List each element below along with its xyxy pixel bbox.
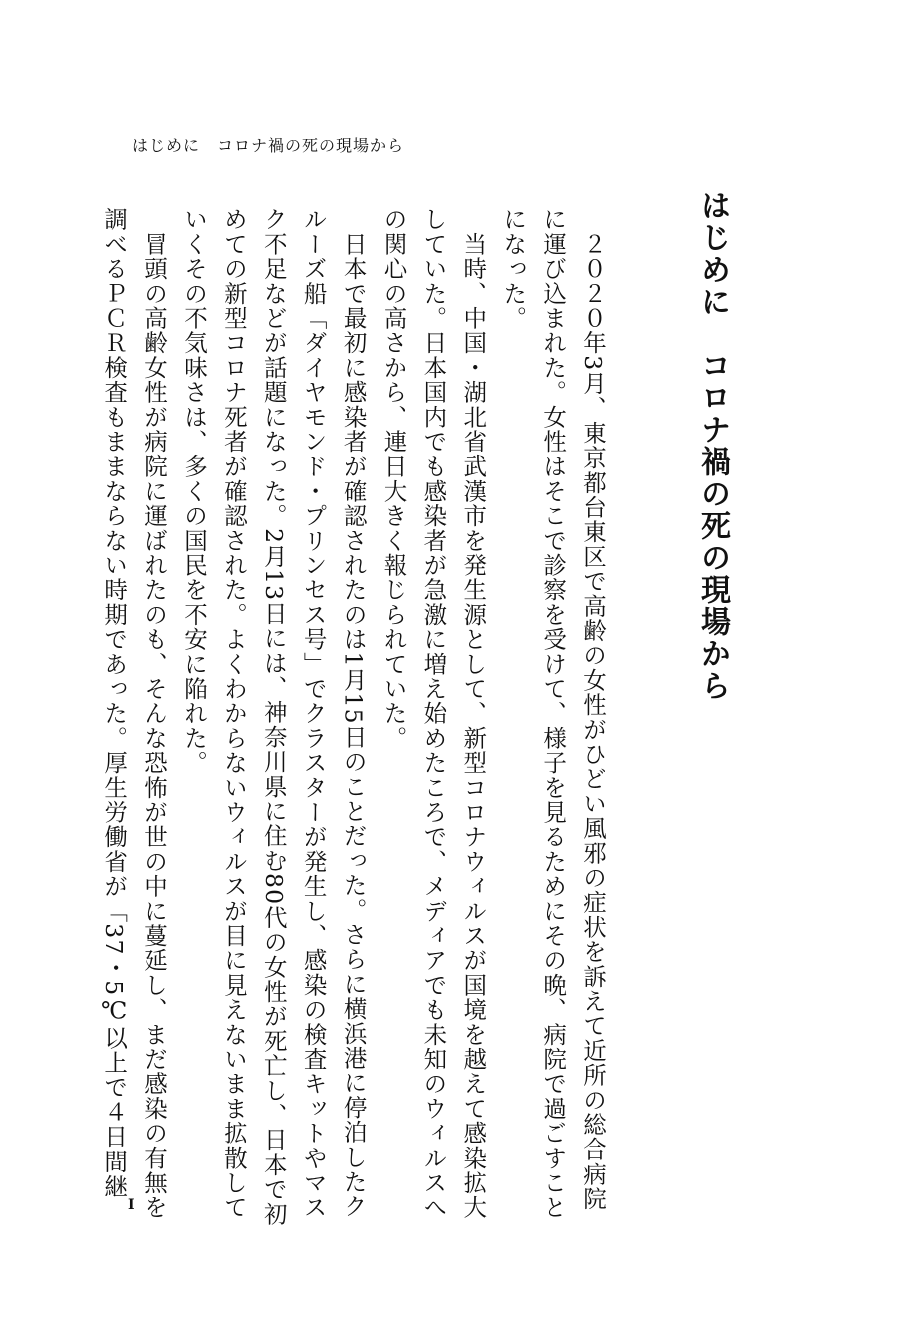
body-line: ２０２０年3月、東京都台東区で高齢の女性がひどい風邪の症状を訴えて近所の総合病院: [579, 207, 607, 1212]
body-line: になった。: [499, 207, 528, 331]
chapter-title: はじめに コロナ禍の死の現場から: [695, 190, 730, 702]
body-line: の関心の高さから、連日大きく報じられていた。: [379, 207, 408, 751]
body-text: [100, 207, 612, 1227]
body-line: めての新型コロナ死者が確認された。よくわからないウィルスが目に見えないまま拡散して: [219, 207, 248, 1220]
body-line: していた。日本国内でも感染者が急激に増え始めたころで、メディアでも未知のウィルスへ: [419, 207, 448, 1220]
body-line: ルーズ船「ダイヤモンド・プリンセス号」でクラスターが発生し、感染の検査キットやマス: [299, 207, 328, 1220]
body-line: 当時、中国・湖北省武漢市を発生源として、新型コロナウィルスが国境を越えて感染拡大: [459, 207, 488, 1220]
body-line: 日本で最初に感染者が確認されたのは1月15日のことだった。さらに横浜港に停泊したク: [339, 207, 368, 1219]
body-line: 調べるＰＣＲ検査もままならない時期であった。厚生労働省が「37・5℃以上で４日間継: [100, 207, 129, 1199]
body-line: ク不足などが話題になった。2月13日には、神奈川県に住む80代の女性が死亡し、日本で初: [259, 207, 288, 1227]
page-number: I: [128, 1197, 135, 1213]
running-head: はじめに コロナ禍の死の現場から: [132, 136, 405, 155]
body-line: いくその不気味さは、多くの国民を不安に陥れた。: [179, 207, 208, 776]
body-line: に運び込まれた。女性はそこで診察を受けて、様子を見るためにその晩、病院で過ごすこと: [539, 207, 568, 1220]
body-line: 冒頭の高齢女性が病院に運ばれたのも、そんな恐怖が世の中に蔓延し、まだ感染の有無を: [140, 207, 169, 1220]
